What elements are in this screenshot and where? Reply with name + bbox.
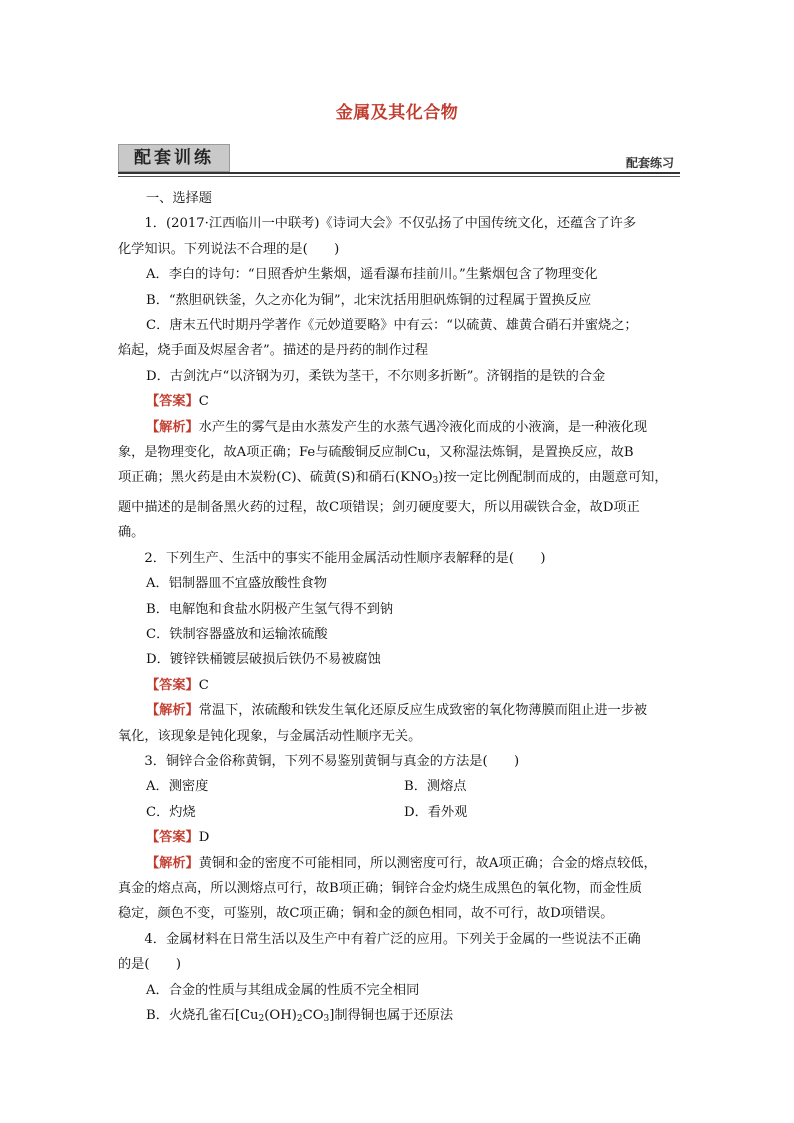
q1-analysis-line2: 象，是物理变化，故A项正确；Fe与硫酸铜反应制Cu，又称湿法炼铜，是置换反应，故B [118,445,634,461]
answer-label: 【答案】 [146,677,199,693]
q4-stem-cont: 的是( ) [118,957,182,973]
q3-option-b: B．测熔点 [404,779,467,795]
section-header [118,140,680,176]
q1-analysis-line3 [118,465,678,494]
q1-analysis-line3a: 项正确；黑火药是由木炭粉(C)、硫黄(S)和硝石(KNO [118,470,433,486]
q3-options-row1 [118,774,678,799]
q4-option-b-text: B．火烧孔雀石[Cu [146,1008,259,1023]
q4-option-b-text: ]制得铜也属于还原法 [329,1008,454,1023]
header-right-tag: 配套练习 [625,156,674,170]
q4-option-b-sub: 2 [258,1014,265,1024]
section-tag: 配套训练 [134,148,214,168]
q1-analysis-line1: 水产生的雾气是由水蒸发产生的水蒸气遇冷液化而成的小液滴，是一种液化现 [198,419,648,435]
q2-answer [118,673,678,698]
q1-option-c-cont: 焰起，烧手面及烬屋舍者”。描述的是丹药的制作过程 [118,343,429,359]
q4-stem: 4．金属材料在日常生活以及生产中有着广泛的应用。下列关于金属的一些说法不正确 [144,931,641,947]
q3-answer [118,825,678,850]
answer-label: 【答案】 [146,394,199,410]
q1-analysis-line4: 题中描述的是制备黑火药的过程，故C项错误；剑刃硬度要大，所以用碳铁合金，故D项正 [118,499,640,515]
q3-stem: 3．铜锌合金俗称黄铜，下列不易鉴别黄铜与真金的方法是( ) [144,753,520,769]
q4-option-b-text: CO [302,1008,324,1023]
q1-answer [118,389,678,414]
q2-option-d: D．镀锌铁桶镀层破损后铁仍不易被腐蚀 [146,652,381,668]
q3-analysis-line1: 黄铜和金的密度不可能相同，所以测密度可行，故A项正确；合金的熔点较低， [198,855,657,871]
q1-analysis-subscript: 3 [432,476,439,487]
page-title: 金属及其化合物 [335,103,459,123]
analysis-label: 【解析】 [146,419,199,435]
q2-answer-value: C [198,677,209,693]
q1-option-a: A．李白的诗句：“日照香炉生紫烟，遥看瀑布挂前川。”生紫烟包含了物理变化 [146,267,598,283]
document-body [118,186,678,1032]
q1-analysis [118,415,678,440]
section-heading: 一、选择题 [146,191,212,206]
q4-option-b-sub: 3 [323,1014,330,1024]
q3-answer-value: D [198,830,210,846]
q3-analysis-line2: 真金的熔点高，所以测熔点可行，故B项正确；铜锌合金灼烧生成黑色的氧化物，而金性质 [118,880,642,896]
q2-option-b: B．电解饱和食盐水阴极产生氢气得不到钠 [146,601,394,617]
q2-analysis-line2: 氧化，该现象是钝化现象，与金属活动性顺序无关。 [118,728,422,744]
header-rule [118,172,680,174]
q1-answer-value: C [198,394,209,410]
q3-analysis-line3: 稳定，颜色不变，可鉴别，故C项正确；铜和金的颜色相同，故不可行，故D项错误。 [118,906,614,922]
q4-option-b-sub: 2 [296,1014,303,1024]
q1-stem: 1．(2017·江西临川一中联考)《诗词大会》不仅弘扬了中国传统文化，还蕴含了许多 [144,216,637,232]
q3-options-row2 [118,800,678,825]
q1-stem-cont: 化学知识。下列说法不合理的是( ) [118,241,340,257]
q3-option-c: C．灼烧 [146,804,196,820]
q1-option-c: C．唐末五代时期丹学著作《元妙道要略》中有云：“以硫黄、雄黄合硝石并蜜烧之； [146,318,638,334]
q2-stem: 2．下列生产、生活中的事实不能用金属活动性顺序表解释的是( ) [144,550,546,566]
header-rule-thin [118,176,680,177]
q2-option-a: A．铝制器皿不宜盛放酸性食物 [146,576,327,592]
q4-option-b [118,1003,678,1032]
q2-option-c: C．铁制容器盛放和运输浓硫酸 [146,626,328,642]
analysis-label: 【解析】 [146,703,199,719]
q2-analysis [118,698,678,723]
section-tag-box [118,144,230,172]
q4-option-b-text: (OH) [264,1008,297,1023]
q2-analysis-line1: 常温下，浓硫酸和铁发生氧化还原反应生成致密的氧化物薄膜而阻止进一步被 [198,703,648,719]
q1-analysis-line3b: )按一定比例配制而成的，由题意可知， [438,470,668,486]
q3-option-a: A．测密度 [146,779,209,795]
analysis-label: 【解析】 [146,855,199,871]
answer-label: 【答案】 [146,830,199,846]
q4-option-a: A．合金的性质与其组成金属的性质不完全相同 [146,982,420,998]
q1-option-b: B．“熬胆矾铁釜，久之亦化为铜”，北宋沈括用胆矾炼铜的过程属于置换反应 [146,292,592,308]
q3-analysis [118,851,678,876]
q3-option-d: D．看外观 [404,804,468,820]
q1-option-d: D．古剑沈卢“以济钢为刃，柔铁为茎干，不尔则多折断”。济钢指的是铁的合金 [146,368,606,384]
q1-analysis-line5: 确。 [118,525,145,541]
